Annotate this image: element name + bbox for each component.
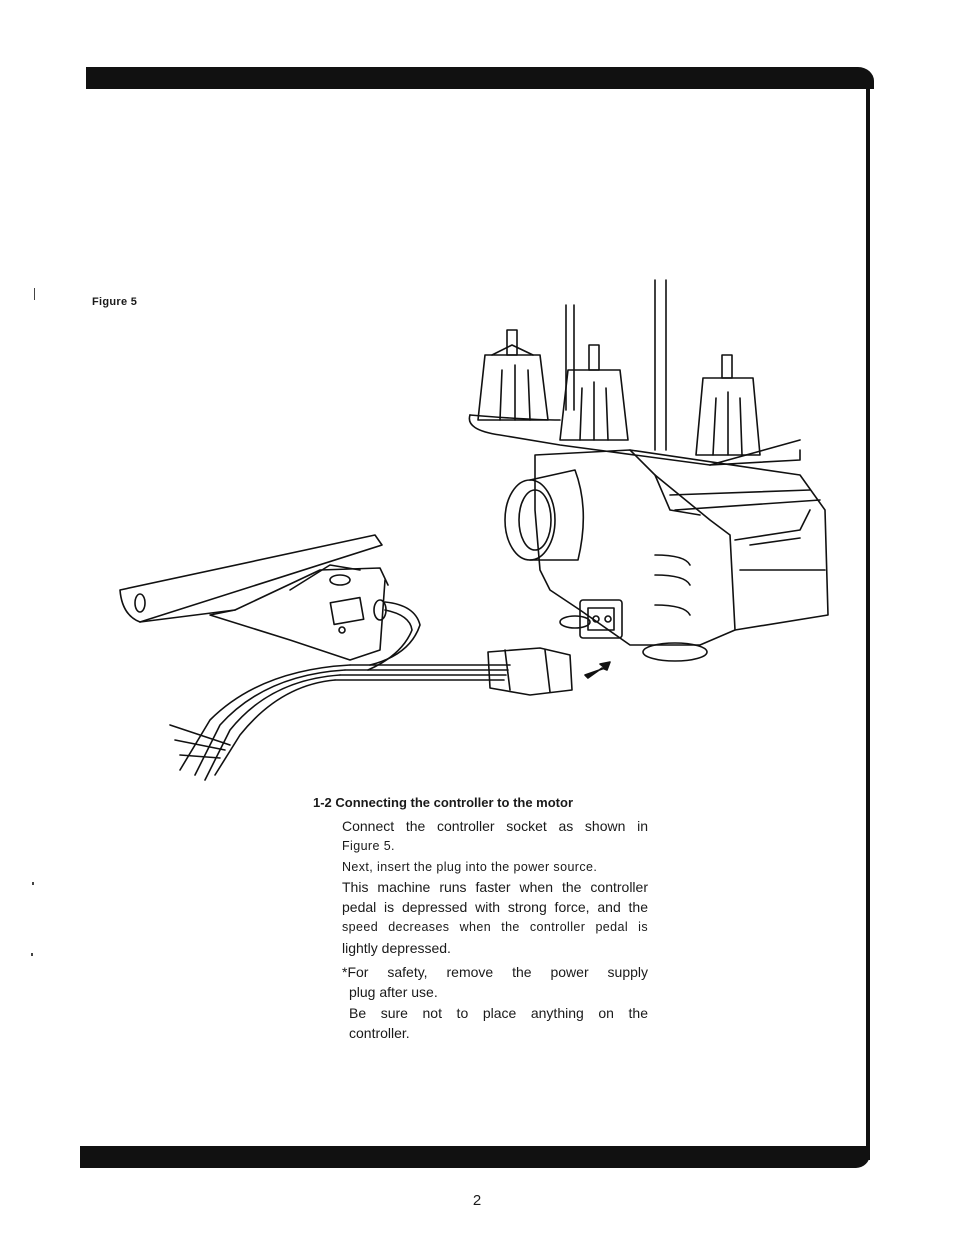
- right-border-rule: [866, 80, 870, 1160]
- instruction-body: [342, 816, 648, 1043]
- scan-speck: [32, 882, 34, 885]
- note-line: controller.: [349, 1024, 410, 1041]
- section-heading: 1-2 Connecting the controller to the motor: [313, 795, 574, 810]
- paragraph-line: Figure 5.: [342, 839, 395, 854]
- note-line: Be sure not to place anything on the: [349, 1004, 648, 1021]
- page-number: 2: [472, 1192, 482, 1209]
- figure-illustration: [110, 270, 840, 790]
- note-line: plug after use.: [349, 984, 438, 1001]
- figure-label: Figure 5: [92, 296, 138, 308]
- paragraph-line: This machine runs faster when the controller: [342, 878, 648, 895]
- note-line: *For safety, remove the power supply: [342, 964, 648, 981]
- safety-note: [342, 962, 648, 1043]
- scan-speck: [34, 288, 35, 300]
- paragraph-line: Next, insert the plug into the power source.: [342, 859, 598, 874]
- serger-machine-drawing: [469, 280, 828, 661]
- scan-speck: [31, 953, 33, 956]
- foot-controller-drawing: [120, 535, 610, 780]
- paragraph-line: Connect the controller socket as shown in: [342, 818, 648, 834]
- paragraph-line: lightly depressed.: [342, 939, 451, 956]
- bottom-border-bar: [80, 1146, 870, 1168]
- paragraph-line: pedal is depressed with strong force, and the: [342, 899, 648, 916]
- paragraph-line: speed decreases when the controller pedal is: [342, 920, 648, 935]
- top-border-bar: [86, 67, 874, 89]
